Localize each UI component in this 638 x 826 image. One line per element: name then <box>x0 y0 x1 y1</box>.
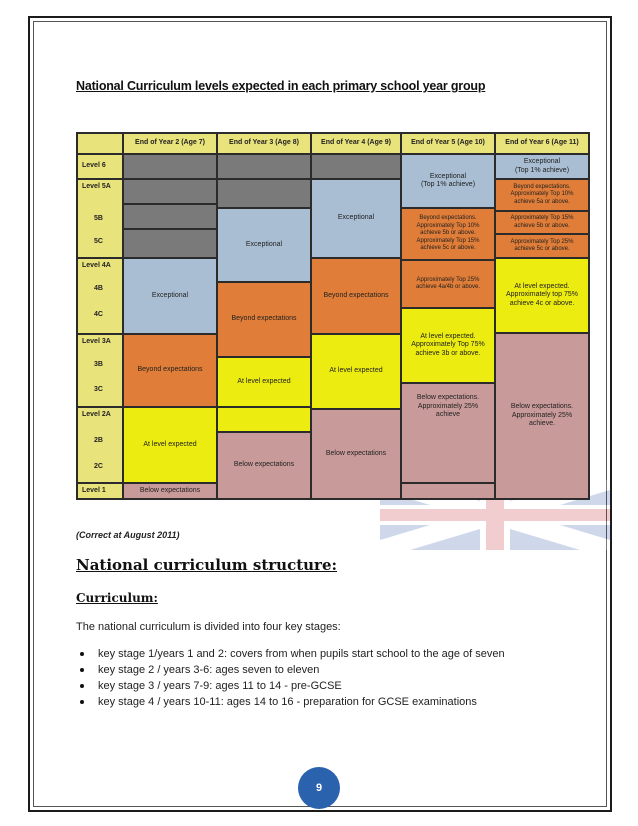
page-heading: National Curriculum levels expected in each primary school year group <box>76 79 486 93</box>
header-year5: End of Year 5 (Age 10) <box>402 134 494 153</box>
year4-beyond: Beyond expectations <box>312 259 400 333</box>
year4-below: Below expectations <box>312 410 400 498</box>
level-label: 3B <box>94 360 103 368</box>
year3-blank <box>218 155 310 178</box>
bullet-icon <box>80 652 84 656</box>
key-stages-list <box>76 646 505 710</box>
page-number-badge: 9 <box>298 767 340 809</box>
level-label: Level 2A <box>78 408 122 482</box>
year3-below: Below expectations <box>218 433 310 498</box>
year4-at-level: At level expected <box>312 335 400 408</box>
bullet-icon <box>80 668 84 672</box>
year5-beyond: Beyond expectations. Approximately Top 10% achieve 5b or above. Approximately Top 15% achieve 5c or above. <box>402 209 494 259</box>
year2-blank <box>124 180 216 203</box>
year5-below: Below expectations. Approximately 25% achieve <box>402 384 494 482</box>
year6-beyond-top10: Beyond expectations. Approximately Top 10% achieve 5a or above. <box>496 180 588 210</box>
level-label: 5C <box>94 237 103 245</box>
list-item <box>76 694 505 710</box>
level-label: 2B <box>94 436 103 444</box>
level-label: Level 1 <box>78 484 122 498</box>
header-corner <box>78 134 122 153</box>
year4-exceptional: Exceptional <box>312 180 400 257</box>
table-caption: (Correct at August 2011) <box>76 530 180 540</box>
year5-below-extra <box>402 484 494 498</box>
list-item <box>76 662 505 678</box>
year2-blank <box>124 205 216 228</box>
list-item <box>76 678 505 694</box>
year5-at-level: At level expected. Approximately Top 75% achieve 3b or above. <box>402 309 494 382</box>
level-label: Level 3A <box>78 335 122 406</box>
bullet-icon <box>80 684 84 688</box>
bullet-icon <box>80 700 84 704</box>
year3-at-level: At level expected <box>218 358 310 406</box>
list-item-text: key stage 4 / years 10-11: ages 14 to 16 - preparation for GCSE examinations <box>98 696 477 708</box>
header-year6: End of Year 6 (Age 11) <box>496 134 588 153</box>
year2-at-level: At level expected <box>124 408 216 482</box>
year3-at-level-extra <box>218 408 310 431</box>
year5-exceptional: Exceptional (Top 1% achieve) <box>402 155 494 207</box>
year6-beyond-top25: Approximately Top 25% achieve 5c or above. <box>496 235 588 257</box>
header-year4: End of Year 4 (Age 9) <box>312 134 400 153</box>
header-year3: End of Year 3 (Age 8) <box>218 134 310 153</box>
level-label: 4C <box>94 310 103 318</box>
curriculum-levels-table <box>76 132 590 500</box>
sub-title: Curriculum: <box>76 591 158 605</box>
year6-exceptional: Exceptional (Top 1% achieve) <box>496 155 588 178</box>
list-item-text: key stage 3 / years 7-9: ages 11 to 14 - pre-GCSE <box>98 680 342 692</box>
year2-exceptional: Exceptional <box>124 259 216 333</box>
year2-blank <box>124 155 216 178</box>
year6-below: Below expectations. Approximately 25% achieve. <box>496 334 588 498</box>
list-item-text: key stage 1/years 1 and 2: covers from when pupils start school to the age of seven <box>98 648 505 660</box>
year2-blank <box>124 230 216 257</box>
intro-text: The national curriculum is divided into four key stages: <box>76 621 341 633</box>
year3-exceptional: Exceptional <box>218 209 310 281</box>
year2-beyond: Beyond expectations <box>124 335 216 406</box>
list-item-text: key stage 2 / years 3-6: ages seven to eleven <box>98 664 320 676</box>
year5-top25: Approximately Top 25% achieve 4a/4b or above. <box>402 261 494 307</box>
section-title: National curriculum structure: <box>76 556 338 574</box>
list-item <box>76 646 505 662</box>
year6-beyond-top15: Approximately Top 15% achieve 5b or above. <box>496 212 588 233</box>
year2-below: Below expectations <box>124 484 216 498</box>
level-label: 3C <box>94 385 103 393</box>
level-label: 5B <box>94 214 103 222</box>
year3-blank <box>218 180 310 207</box>
level-label: Level 6 <box>78 155 122 178</box>
level-label: Level 5A <box>78 180 122 257</box>
year6-at-level: At level expected. Approximately top 75% achieve 4c or above. <box>496 259 588 332</box>
level-label: 2C <box>94 462 103 470</box>
level-label: Level 4A <box>78 259 122 333</box>
year4-blank <box>312 155 400 178</box>
year3-beyond: Beyond expectations <box>218 283 310 356</box>
header-year2: End of Year 2 (Age 7) <box>124 134 216 153</box>
level-label: 4B <box>94 284 103 292</box>
